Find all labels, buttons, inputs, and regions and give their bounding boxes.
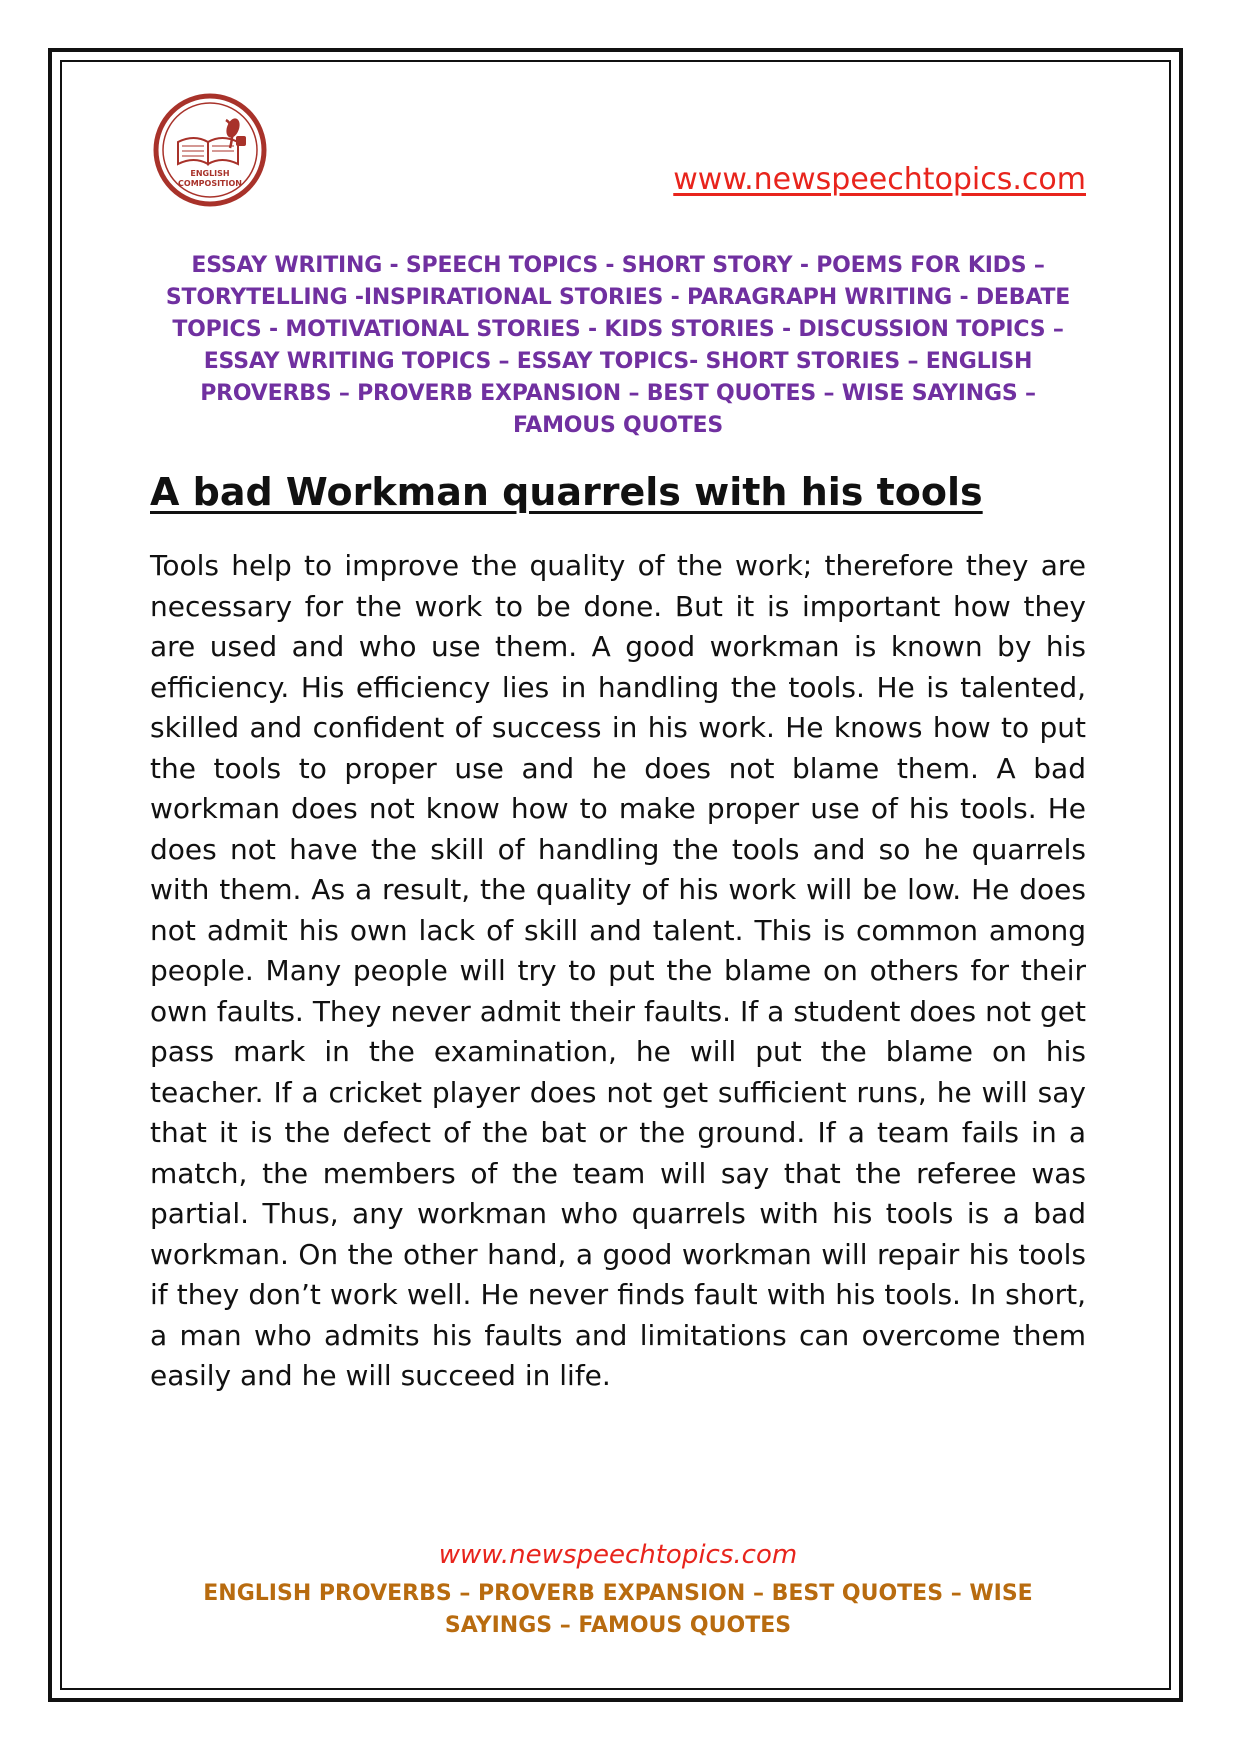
logo-text <box>150 90 270 210</box>
topics-list: ESSAY WRITING - SPEECH TOPICS - SHORT STORY - POEMS FOR KIDS – STORYTELLING -INSPIRATIONAL STORIES - PARAGRAPH WRITING - DEBATE TOPICS - MOTIVATIONAL STORIES - KIDS STORIES - DISCUSSION TOPICS – ESSAY WRITING TOPICS – ESSAY TOPICS- SHORT STORIES – ENGLISH PROVERBS – PROVERB EXPANSION – BEST QUOTES – WISE SAYINGS – FAMOUS QUOTES <box>165 253 1071 438</box>
english-composition-logo <box>150 90 270 210</box>
footer-tags: ENGLISH PROVERBS – PROVERB EXPANSION – BEST QUOTES – WISE SAYINGS – FAMOUS QUOTES <box>203 1581 1033 1638</box>
footer-site-url-link[interactable]: www.newspeechtopics.com <box>438 1540 798 1570</box>
article-title: A bad Workman quarrels with his tools <box>150 470 983 514</box>
footer <box>150 1538 1086 1642</box>
svg-text:ENGLISH: ENGLISH <box>190 169 230 178</box>
svg-text:COMPOSITION: COMPOSITION <box>178 179 242 188</box>
site-url-link[interactable]: www.newspeechtopics.com <box>673 162 1086 197</box>
article-body: Tools help to improve the quality of the work; therefore they are necessary for the work to be done. But it is important how they are used and who use them. A good workman is known by his efficiency. His efficiency lies in handling the tools. He is talented, skilled and confident of success in his work. He knows how to put the tools to proper use and he does not blame them. A bad workman does not know how to make proper use of his tools. He does not have the skill of handling the tools and so he quarrels with them. As a result, the quality of his work will be low. He does not admit his own lack of skill and talent. This is common among people. Many people will try to put the blame on others for their own faults. They never admit their faults. If a student does not get pass mark in the examination, he will put the blame on his teacher. If a cricket player does not get sufficient runs, he will say that it is the defect of the bat or the ground. If a team fails in a match, the members of the team will say that the referee was partial. Thus, any workman who quarrels with his tools is a bad workman. On the other hand, a good workman will repair his tools if they don’t work well. He never finds fault with his tools. In short, a man who admits his faults and limitations can overcome them easily and he will succeed in life. <box>150 549 1086 1392</box>
